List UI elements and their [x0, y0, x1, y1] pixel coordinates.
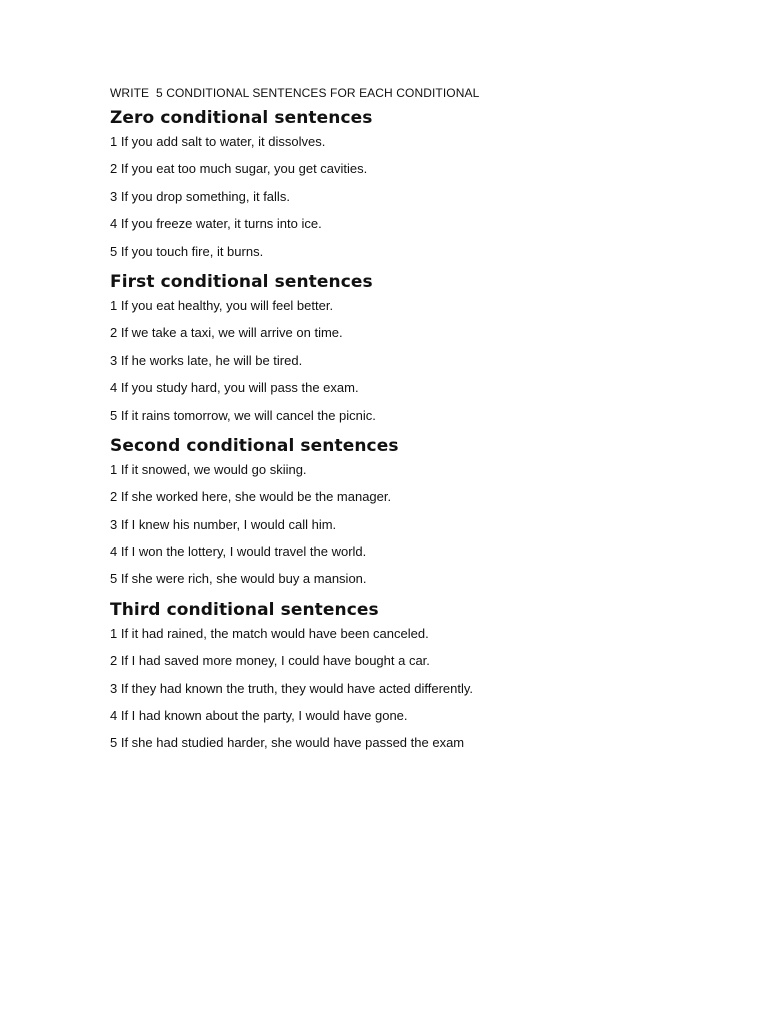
sentence-item: 4 If I won the lottery, I would travel the world. — [110, 544, 367, 560]
sentence-item: 3 If they had known the truth, they would have acted differently. — [110, 680, 474, 696]
section-heading: First conditional sentences — [110, 271, 373, 292]
section-zero-conditional — [110, 107, 730, 260]
section-heading: Third conditional sentences — [110, 599, 379, 620]
sentence-item: 3 If I knew his number, I would call him. — [110, 516, 337, 532]
document-title: WRITE 5 CONDITIONAL SENTENCES FOR EACH CONDITIONAL — [110, 86, 480, 100]
section-first-conditional — [110, 271, 730, 424]
sentence-item: 4 If you freeze water, it turns into ice. — [110, 216, 322, 232]
sentence-item: 5 If she were rich, she would buy a mansion. — [110, 571, 367, 587]
sentence-item: 4 If I had known about the party, I would have gone. — [110, 708, 408, 724]
sentence-item: 1 If it snowed, we would go skiing. — [110, 461, 307, 477]
document-page — [110, 85, 730, 751]
section-second-conditional — [110, 435, 730, 588]
sentence-item: 3 If you drop something, it falls. — [110, 188, 290, 204]
sentence-item: 5 If she had studied harder, she would have passed the exam — [110, 735, 465, 751]
sentence-item: 2 If you eat too much sugar, you get cavities. — [110, 161, 368, 177]
sentence-item: 5 If you touch fire, it burns. — [110, 243, 264, 259]
sentence-item: 3 If he works late, he will be tired. — [110, 352, 303, 368]
sentence-item: 4 If you study hard, you will pass the exam. — [110, 380, 359, 396]
section-heading: Second conditional sentences — [110, 435, 399, 456]
sentence-item: 1 If you add salt to water, it dissolves. — [110, 134, 326, 149]
sentence-item: 2 If she worked here, she would be the manager. — [110, 489, 392, 505]
sentence-item: 1 If you eat healthy, you will feel better. — [110, 297, 334, 313]
section-heading: Zero conditional sentences — [110, 108, 373, 128]
section-third-conditional — [110, 599, 730, 752]
sentence-item: 1 If it had rained, the match would have been canceled. — [110, 625, 429, 641]
sentence-item: 5 If it rains tomorrow, we will cancel the picnic. — [110, 407, 376, 423]
sentence-item: 2 If we take a taxi, we will arrive on time. — [110, 325, 343, 341]
sentence-item: 2 If I had saved more money, I could have bought a car. — [110, 653, 430, 669]
